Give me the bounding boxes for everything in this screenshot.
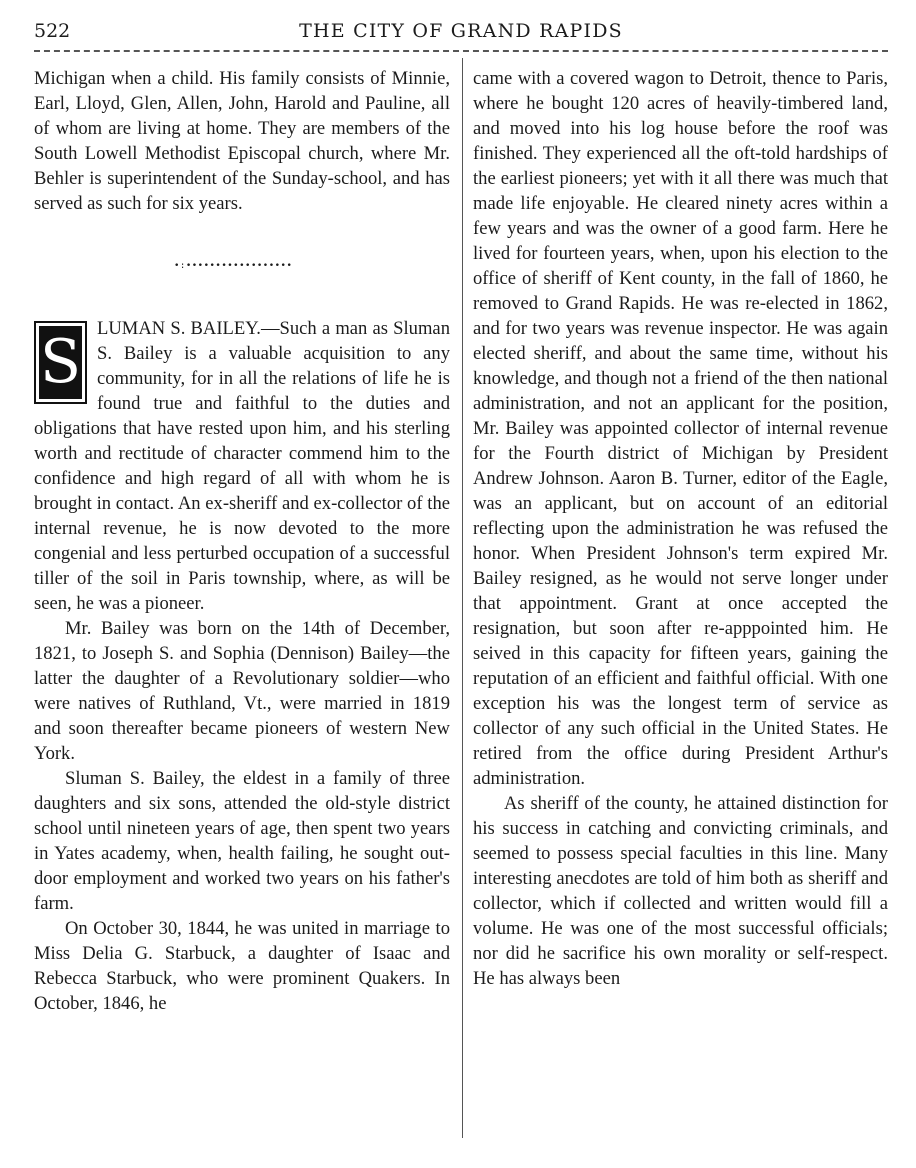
running-title: THE CITY OF GRAND RAPIDS: [299, 20, 623, 42]
header-rule: [34, 50, 888, 52]
column-divider: [462, 58, 463, 1138]
biography-opening-paragraph: [34, 316, 450, 616]
page-header: [34, 14, 888, 44]
continued-paragraph: Michigan when a child. His family consists of Minnie, Earl, Lloyd, Glen, Allen, John, Harold and Pauline, all of whom are living at home. They are members of the South Lowell Methodist Episcopal church, where Mr. Behler is superintendent of the Sunday-school, and has served as such for six years.: [34, 68, 450, 214]
drop-cap: S: [34, 321, 87, 404]
birth-paragraph: Mr. Bailey was born on the 14th of December, 1821, to Joseph S. and Sophia (Dennison) Bailey—the latter the daughter of a Revolutionary soldier—who were natives of Ruthland, Vt., were married in 1819 and soon thereafter became pioneers of western New York.: [34, 618, 450, 764]
ornament-dots: •:••••••••••••••••••: [174, 261, 293, 271]
marriage-paragraph: On October 30, 1844, he was united in marriage to Miss Delia G. Starbuck, a daughter of Isaac and Rebecca Starbuck, who were prominent Quakers. In October, 1846, he: [34, 918, 450, 1014]
career-paragraph: came with a covered wagon to Detroit, thence to Paris, where he bought 120 acres of heavily-timbered land, and moved into his log house before the roof was finished. They experienced all the oft-told hardships of the earliest pioneers; yet with it all there was much that made life enjoyable. He cleared ninety acres within a few years and was the owner of a good farm. Here he lived for fourteen years, when, upon his election to the office of sheriff of Kent county, in the fall of 1860, he removed to Grand Rapids. He was re-elected in 1862, and for two years was revenue inspector. He was again elected sheriff, and about the same time, without his knowledge, and though not a friend of the then national administration, and not an applicant for the position, Mr. Bailey was appointed collector of internal revenue for the Fourth district of Michigan by President Andrew Johnson. Aaron B. Turner, editor of the Eagle, was an applicant, but on account of an editorial reflecting upon the administration he was refused the honor. When President Johnson's term expired Mr. Bailey resigned, as he would not serve longer under that appointment. Grant at once accepted the resignation, but soon after re-apppointed him. He seived in this capacity for fifteen years, gaining the reputation of an efficient and faithful official. With one exception his was the longest term of service as collector of any such official in the United States. He retired from the office during President Arthur's administration.: [473, 68, 888, 789]
education-paragraph: Sluman S. Bailey, the eldest in a family of three daughters and six sons, attended the old-style district school until nineteen years of age, then spent two years in Yates academy, when, health failing, he sought out-door employment and worked two years on his father's farm.: [34, 768, 450, 914]
subject-name: LUMAN S. BAILEY.: [97, 318, 261, 339]
right-column: [473, 66, 888, 991]
left-column: [34, 66, 450, 1016]
page-number: 522: [34, 20, 71, 42]
section-ornament: [34, 216, 450, 316]
sheriff-paragraph: As sheriff of the county, he attained distinction for his success in catching and convicting criminals, and seemed to possess special faculties in this line. Many interesting anecdotes are told of him both as sheriff and collector, which if collected and written would fill a volume. He was one of the most successful officials; nor did he sacrifice his own morality or self-respect. He has always been: [473, 793, 888, 989]
opening-paragraph-text: —Such a man as Sluman S. Bailey is a valuable acquisition to any community, for in all the relations of life he is found true and faithful to the duties and obligations that have rested upon him, and his sterling worth and rectitude of character commend him to the confidence and high regard of all with whom he is brought in contact. An ex-sheriff and ex-collector of the internal revenue, he is now devoted to the more congenial and less perturbed occupation of a successful tiller of the soil in Paris township, where, as will be seen, he was a pioneer.: [34, 318, 450, 614]
